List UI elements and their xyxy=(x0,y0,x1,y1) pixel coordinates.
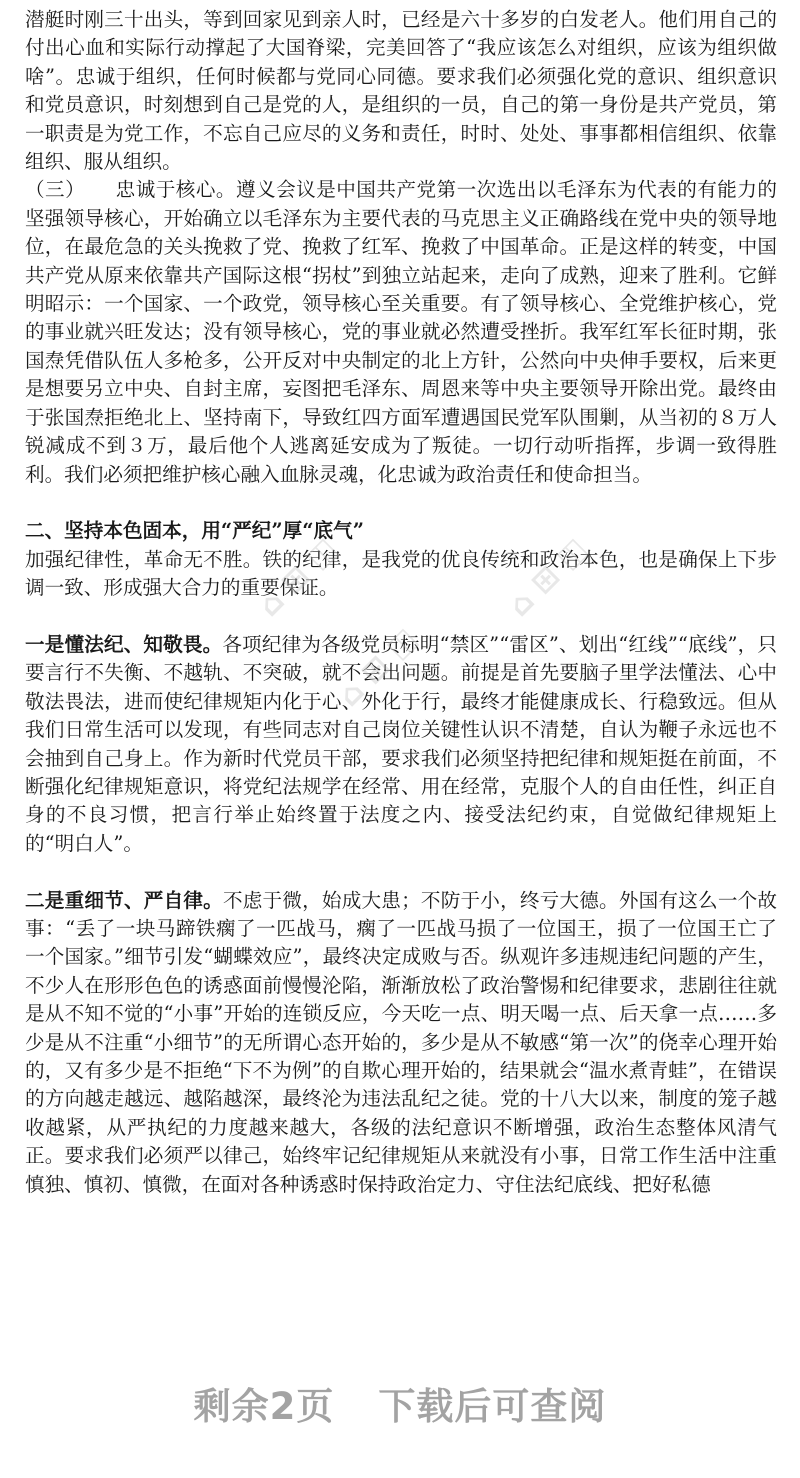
paragraph-law-awe-lead: 一是懂法纪、知敬畏。 xyxy=(25,632,223,656)
paragraph-details-lead: 二是重细节、严自律。 xyxy=(25,888,223,912)
download-prompt[interactable] xyxy=(0,1376,800,1430)
section-heading: 二、坚持本色固本，用“严纪”厚“底气” xyxy=(25,519,364,543)
paragraph-core-text: 忠诚于核心。遵义会议是中国共产党第一次选出以毛泽东为代表的有能力的坚强领导核心，开始确立以毛泽东为主要代表的马克思主义正确路线在党中央的领导地位，在最危急的关头挽救了党、挽救了红军、挽救了中国革命。正是这样的转变，中国共产党从原来依靠共产国际这根“拐杖”到独立站起来，走向了成熟，迎来了胜利。它鲜明昭示：一个国家、一个政党，领导核心至关重要。有了领导核心、全党维护核心，党的事业就兴旺发达；没有领导核心，党的事业就必然遭受挫折。我军红军长征时期，张国焘凭借队伍人多枪多，公开反对中央制定的北上方针，公然向中央伸手要权，后来更是想要另立中央、自封主席，妄图把毛泽东、周恩来等中央主要领导开除出党。最终由于张国焘拒绝北上、坚持南下，导致红四方面军遭遇国民党军队围剿，从当初的８万人锐减成不到３万，最后他个人逃离延安成为了叛徒。一切行动听指挥，步调一致得胜利。我们必须把维护核心融入血脉灵魂，化忠诚为政治责任和使命担当。 xyxy=(25,178,778,486)
section-number: （三） xyxy=(25,178,86,202)
watermark-logo-2: ⌂ ⊞ ◫ xyxy=(501,531,595,624)
watermark-logo-3: ⌂ ⊞ ◫ xyxy=(331,621,425,714)
paragraph-law-awe xyxy=(25,631,777,858)
remaining-pages-label: 剩余2页 xyxy=(193,1385,335,1428)
paragraph-details-text: 不虑于微，始成大患；不防于小，终亏大德。外国有这么一个故事：“丢了一块马蹄铁瘸了一匹战马，瘸了一匹战马损了一位国王，损了一位国王亡了一个国家。”细节引发“蝴蝶效应”，最终决定成败与否。纵观许多违规违纪问题的产生，不少人在形形色色的诱惑面前慢慢沦陷，渐渐放松了政治警惕和纪律要求，悲剧往往就是从不知不觉的“小事”开始的连锁反应，今天吃一点、明天喝一点、后天拿一点……多少是从不注重“小细节”的无所谓心态开始的，多少是从不敏感“第一次”的侥幸心理开始的，又有多少是不拒绝“下不为例”的自欺心理开始的，结果就会“温水煮青蛙”，在错误的方向越走越远、越陷越深，最终沦为违法乱纪之徒。党的十八大以来，制度的笼子越收越紧，从严执纪的力度越来越大，各级的法纪意识不断增强，政治生态整体风清气正。要求我们必须严以律己，始终牢记纪律规矩从来就没有小事，日常工作生活中注重慎独、慎初、慎微，在面对各种诱惑时保持政治定力、守住法纪底线、把好私德 xyxy=(25,888,778,1196)
paragraph-discipline-intro: 加强纪律性，革命无不胜。铁的纪律，是我党的优良传统和政治本色，也是确保上下步调一致、形成强大合力的重要保证。 xyxy=(25,547,777,600)
paragraph-organization: 潜艇时刚三十出头，等到回家见到亲人时，已经是六十多岁的白发老人。他们用自己的付出心血和实际行动撑起了大国脊梁，完美回答了“我应该怎么对组织，应该为组织做啥”。忠诚于组织，任何时候都与党同心同德。要求我们必须强化党的意识、组织意识和党员意识，时刻想到自己是党的人，是组织的一员，自己的第一身份是共产党员，第一职责是为党工作，不忘自己应尽的义务和责任，时时、处处、事事都相信组织、依靠组织、服从组织。 xyxy=(25,8,777,174)
paragraph-core xyxy=(25,176,777,488)
document-body xyxy=(25,6,777,1199)
watermark-logo-1: ⌂ ⊞ ◫ xyxy=(251,531,345,624)
paragraph-details-selfdiscipline xyxy=(25,887,777,1199)
download-to-view-label: 下载后可查阅 xyxy=(378,1385,607,1428)
paragraph-law-awe-text: 各项纪律为各级党员标明“禁区”“雷区”、划出“红线”“底线”，只要言行不失衡、不越轨、不突破，就不会出问题。前提是首先要脑子里学法懂法、心中敬法畏法，进而使纪律规矩内化于心、外化于行，最终才能健康成长、行稳致远。但从我们日常生活可以发现，有些同志对自己岗位关键性认识不清楚，自认为鞭子永远也不会抽到自己身上。作为新时代党员干部，要求我们必须坚持把纪律和规矩挺在前面，不断强化纪律规矩意识，将党纪法规学在经常、用在经常，克服个人的自由任性，纠正自身的不良习惯，把言行举止始终置于法度之内、接受法纪约束，自觉做纪律规矩上的“明白人”。 xyxy=(25,632,778,855)
